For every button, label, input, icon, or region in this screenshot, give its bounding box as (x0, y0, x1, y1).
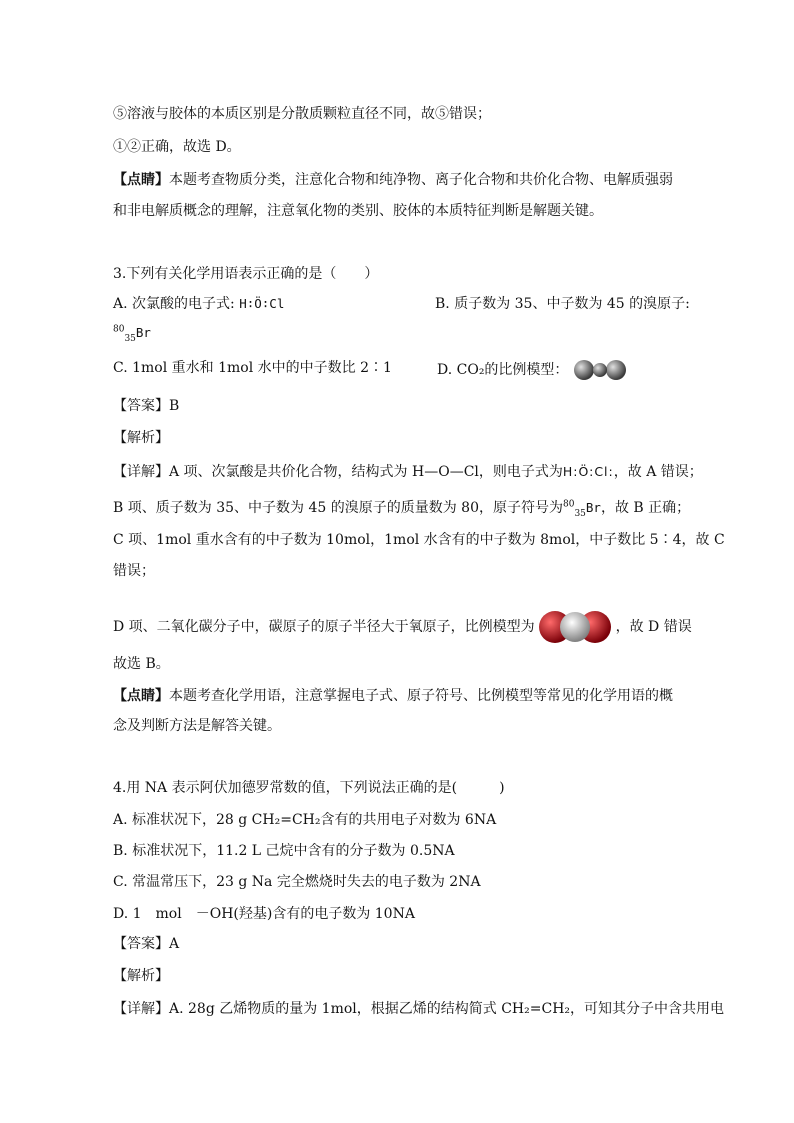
option-d (437, 358, 627, 382)
note-text: 本题考查化学用语，注意掌握电子式、原子符号、比例模型等常见的化学用语的概 (169, 688, 673, 704)
co2-color-model-image (539, 607, 611, 647)
option-c: C. 1mol 重水和 1mol 水中的中子数比 2∶1 (113, 360, 392, 376)
detail-3e: 故选 B。 (113, 656, 170, 672)
option-a-formula: H∶Ö∶Cl (239, 296, 285, 311)
note-line (113, 170, 673, 190)
question-3-options-ab (113, 294, 690, 314)
answer-3: 【答案】B (113, 398, 180, 414)
analysis-3: 【解析】 (113, 430, 169, 446)
detail-text: 【详解】A 项、次氯酸是共价化合物，结构式为 H—O—Cl，则电子式为 (113, 464, 563, 480)
element-symbol: Br (135, 325, 151, 340)
detail-4a: 【详解】A. 28g 乙烯物质的量为 1mol，根据乙烯的结构简式 CH₂=CH₂，可知其分子中含共用电 (113, 1001, 725, 1017)
option-4a: A. 标准状况下，28 g CH₂=CH₂含有的共用电子对数为 6NA (113, 812, 497, 828)
detail-text: D 项、二氧化碳分子中，碳原子的原子半径大于氧原子，比例模型为 (113, 619, 535, 635)
text-line: ①②正确，故选 D。 (113, 139, 241, 155)
option-b: B. 质子数为 35、中子数为 45 的溴原子: (435, 296, 690, 312)
option-4d: D. 1 mol －OH(羟基)含有的电子数为 10NA (113, 906, 415, 922)
note-tag: 【点睛】 (113, 688, 169, 704)
electron-formula: H:Ö:Cl: (562, 464, 614, 479)
atomic-number: 35 (124, 333, 136, 344)
detail-3c: C 项、1mol 重水含有的中子数为 10mol，1mol 水含有的中子数为 8mol，中子数比 5∶4，故 C (113, 532, 725, 548)
answer-4: 【答案】A (113, 936, 180, 952)
element-symbol: Br (585, 500, 601, 515)
mass-number: 80 (113, 324, 125, 335)
text-line: ⑤溶液与胶体的本质区别是分散质颗粒直径不同，故⑤错误； (113, 106, 491, 122)
detail-text: ，故 A 错误； (613, 464, 703, 480)
question-3: 3.下列有关化学用语表示正确的是（ ） (113, 266, 379, 282)
co2-gray-model-image (573, 358, 627, 382)
question-4: 4.用 NA 表示阿伏加德罗常数的值，下列说法正确的是( ) (113, 780, 505, 796)
option-b-continued (113, 323, 151, 343)
analysis-4: 【解析】 (113, 968, 169, 984)
detail-3a (113, 462, 703, 482)
detail-3c-continued: 错误； (113, 563, 155, 579)
detail-3d (113, 607, 692, 647)
detail-text: ，故 B 正确； (600, 500, 691, 516)
mass-number: 80 (562, 499, 575, 510)
question-3-options-cd (113, 358, 683, 378)
atomic-number: 35 (574, 508, 586, 519)
option-a-label: A. 次氯酸的电子式: (113, 296, 235, 312)
option-d-label: D. CO₂的比例模型： (437, 362, 569, 378)
text-line: 念及判断方法是解答关键。 (113, 718, 281, 734)
detail-text: ，故 D 错误 (615, 619, 692, 635)
text-line: 和非电解质概念的理解，注意氧化物的类别、胶体的本质特征判断是解题关键。 (113, 203, 603, 219)
detail-text: B 项、质子数为 35、中子数为 45 的溴原子的质量数为 80，原子符号为 (113, 500, 563, 516)
note-tag: 【点睛】 (113, 172, 169, 188)
note-line (113, 686, 673, 706)
detail-3b (113, 498, 690, 518)
note-text: 本题考查物质分类，注意化合物和纯净物、离子化合物和共价化合物、电解质强弱 (169, 172, 673, 188)
option-4c: C. 常温常压下，23 g Na 完全燃烧时失去的电子数为 2NA (113, 874, 481, 890)
option-4b: B. 标准状况下，11.2 L 己烷中含有的分子数为 0.5NA (113, 843, 455, 859)
